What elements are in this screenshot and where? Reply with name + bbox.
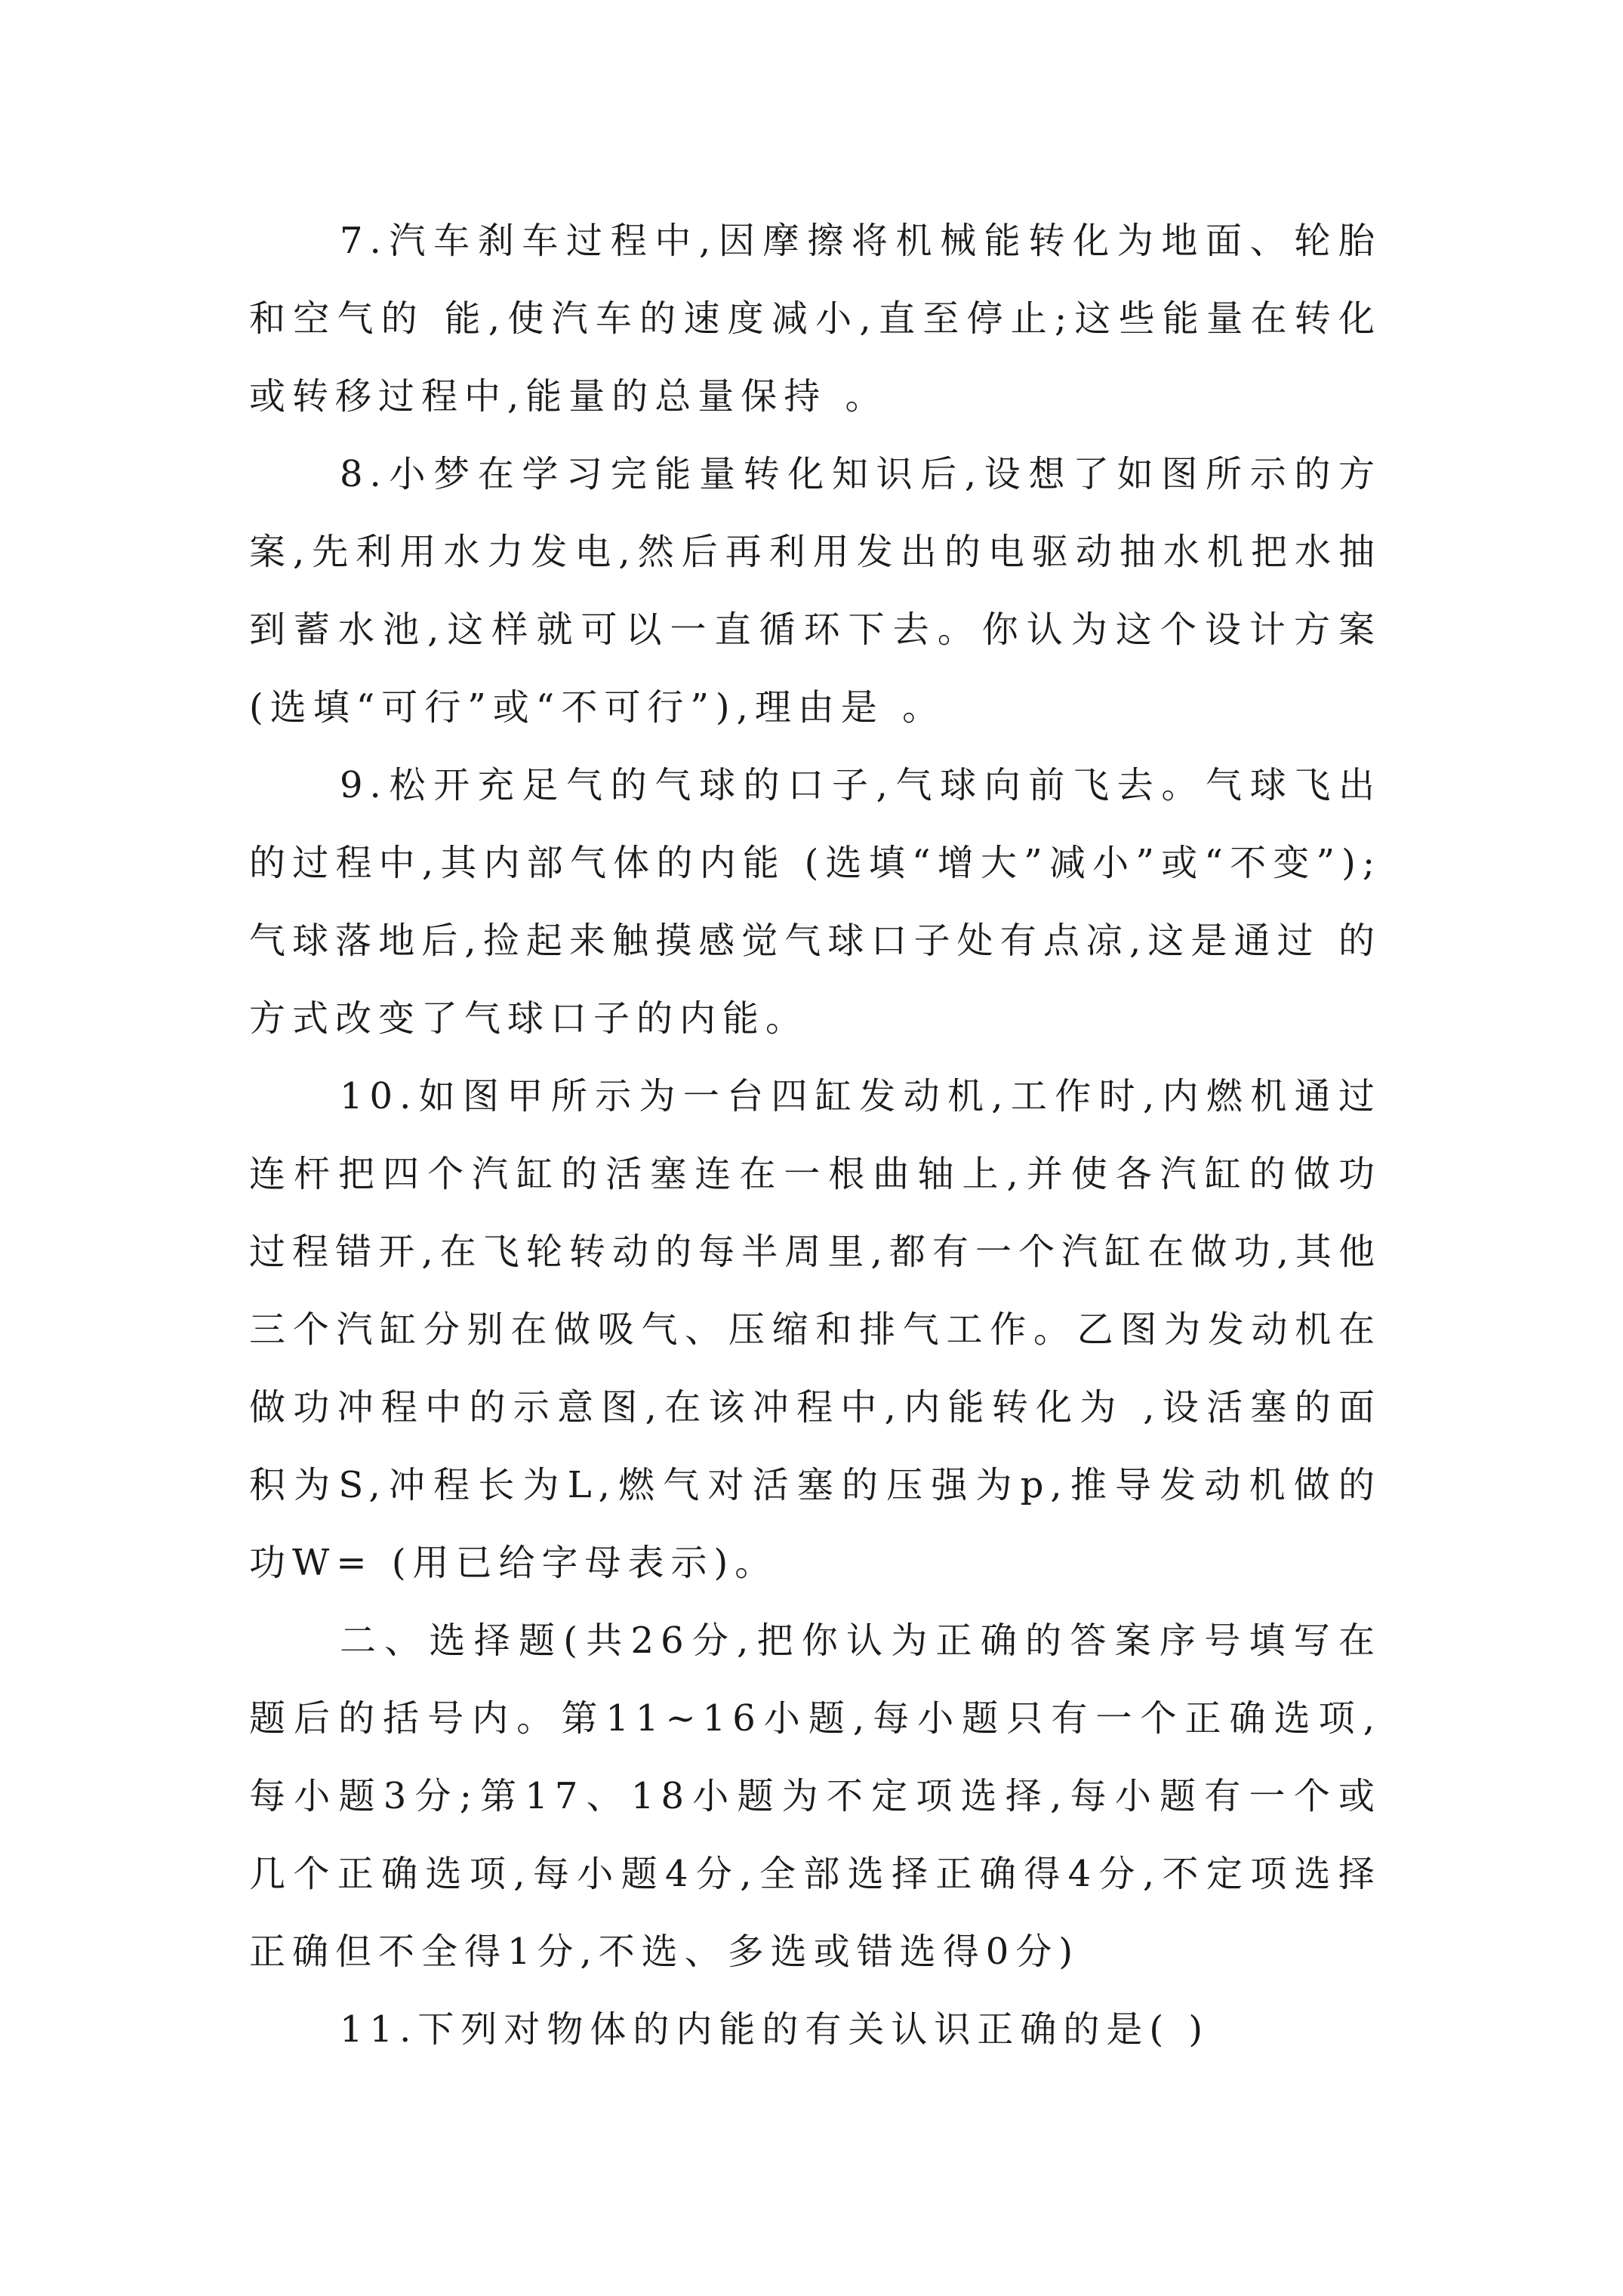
question-7: 7.汽车刹车过程中,因摩擦将机械能转化为地面、轮胎和空气的 能,使汽车的速度减小,直至停止;这些能量在转化或转移过程中,能量的总量保持 。 (249, 220, 1381, 418)
question-10: 10.如图甲所示为一台四缸发动机,工作时,内燃机通过连杆把四个汽缸的活塞连在一根曲轴上,并使各汽缸的做功过程错开,在飞轮转动的每半周里,都有一个汽缸在做功,其他三个汽缸分别在做吸气、压缩和排气工作。乙图为发动机在做功冲程中的示意图,在该冲程中,内能转化为 ,设活塞的面积为S,冲程长为L,燃气对活塞的压强为p,推导发动机做的功W= (用已给字母表示)。 (249, 1075, 1381, 1584)
document-body (249, 202, 1381, 2069)
question-9: 9.松开充足气的气球的口子,气球向前飞去。气球飞出的过程中,其内部气体的内能 (选填“增大”减小”或“不变”);气球落地后,捡起来触摸感觉气球口子处有点凉,这是通过 的方式改变了气球口子的内能。 (249, 764, 1381, 1040)
section-2-instructions: 二、选择题(共26分,把你认为正确的答案序号填写在题后的括号内。第11~16小题,每小题只有一个正确选项,每小题3分;第17、18小题为不定项选择,每小题有一个或几个正确选项,每小题4分,全部选择正确得4分,不定项选择正确但不全得1分,不选、多选或错选得0分) (249, 1620, 1381, 1973)
question-11: 11.下列对物体的内能的有关认识正确的是( ) (340, 2008, 1210, 2051)
question-8: 8.小梦在学习完能量转化知识后,设想了如图所示的方案,先利用水力发电,然后再利用发出的电驱动抽水机把水抽到蓄水池,这样就可以一直循环下去。你认为这个设计方案 (选填“可行”或“不可行”),理由是 。 (249, 453, 1381, 729)
